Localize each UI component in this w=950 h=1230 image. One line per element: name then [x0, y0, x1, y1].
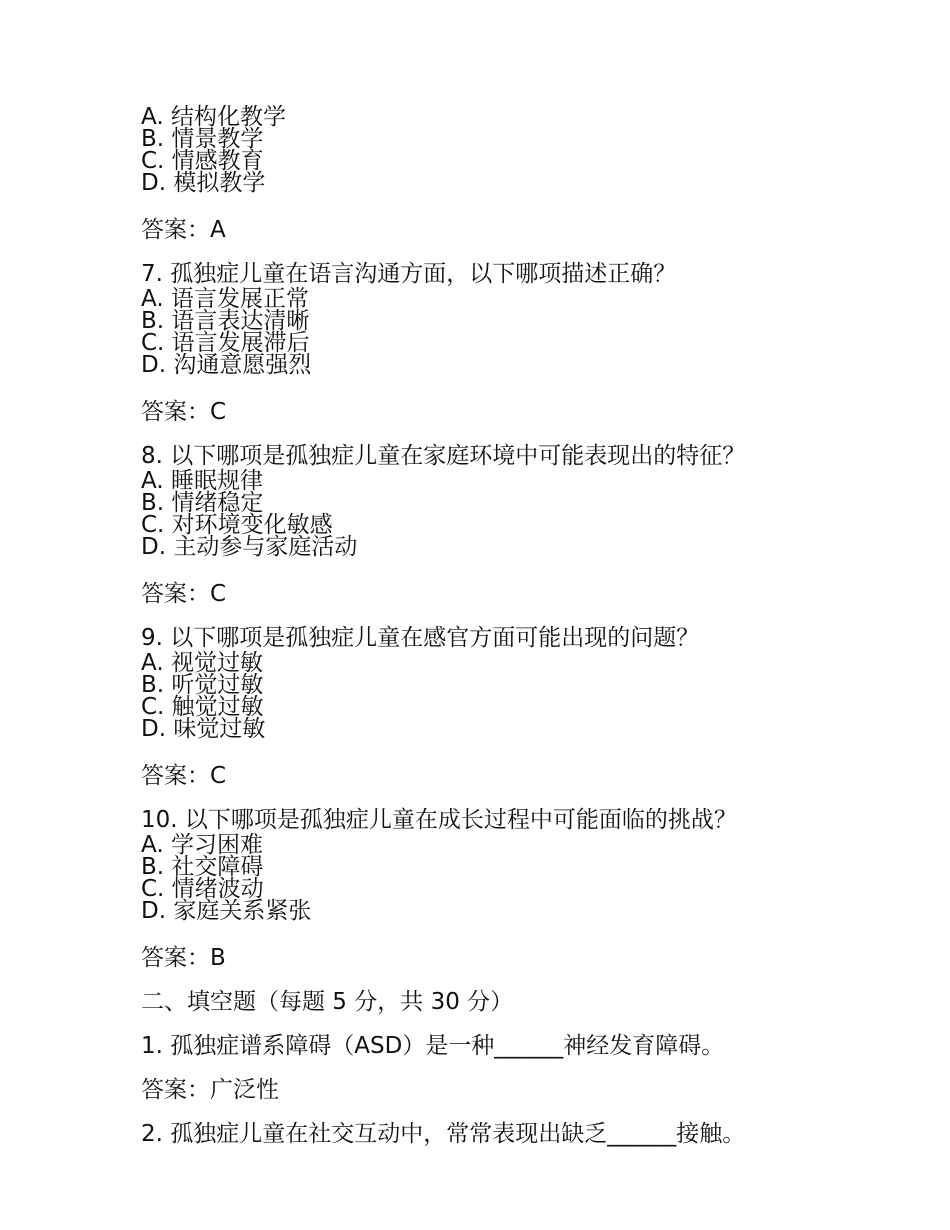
answer-text: 答案：广泛性 — [141, 1077, 279, 1103]
option-b: B. 语言表达清晰 — [141, 308, 310, 334]
option-a: A. 睡眠规律 — [141, 468, 263, 494]
answer-text: 答案：B — [141, 945, 226, 971]
fill-question-2: 2. 孤独症儿童在社交互动中，常常表现出缺乏______接触。 — [141, 1121, 746, 1147]
option-d: D. 味觉过敏 — [141, 716, 266, 742]
option-d: D. 家庭关系紧张 — [141, 898, 312, 924]
option-a: A. 视觉过敏 — [141, 650, 263, 676]
question-block-8 — [141, 442, 901, 624]
option-a: A. 结构化教学 — [141, 104, 286, 130]
question-text: 8. 以下哪项是孤独症儿童在家庭环境中可能表现出的特征？ — [141, 443, 746, 469]
option-c: C. 对环境变化敏感 — [141, 512, 333, 538]
option-c: C. 情感教育 — [141, 148, 264, 174]
option-c: C. 触觉过敏 — [141, 694, 264, 720]
answer-text: 答案：C — [141, 763, 227, 789]
option-b: B. 社交障碍 — [141, 854, 264, 880]
option-b: B. 情绪稳定 — [141, 490, 264, 516]
option-d: D. 沟通意愿强烈 — [141, 352, 312, 378]
question-block-7 — [141, 260, 901, 442]
answer-text: 答案：C — [141, 399, 227, 425]
option-b: B. 情景教学 — [141, 126, 264, 152]
question-block-6 — [141, 106, 901, 260]
option-a: A. 学习困难 — [141, 832, 263, 858]
answer-text: 答案：C — [141, 581, 227, 607]
question-block-9 — [141, 624, 901, 806]
option-c: C. 语言发展滞后 — [141, 330, 310, 356]
question-text: 10. 以下哪项是孤独症儿童在成长过程中可能面临的挑战？ — [141, 807, 737, 833]
option-c: C. 情绪波动 — [141, 876, 264, 902]
document-page — [141, 106, 901, 1148]
option-d: D. 模拟教学 — [141, 170, 266, 196]
question-text: 9. 以下哪项是孤独症儿童在感官方面可能出现的问题？ — [141, 625, 700, 651]
option-d: D. 主动参与家庭活动 — [141, 534, 358, 560]
question-text: 7. 孤独症儿童在语言沟通方面，以下哪项描述正确？ — [141, 261, 677, 287]
option-b: B. 听觉过敏 — [141, 672, 264, 698]
section-title: 二、填空题（每题 5 分，共 30 分） — [141, 989, 514, 1015]
question-block-10 — [141, 806, 901, 988]
option-a: A. 语言发展正常 — [141, 286, 309, 312]
fill-question-1: 1. 孤独症谱系障碍（ASD）是一种______神经发育障碍。 — [141, 1033, 725, 1059]
answer-text: 答案：A — [141, 217, 226, 243]
